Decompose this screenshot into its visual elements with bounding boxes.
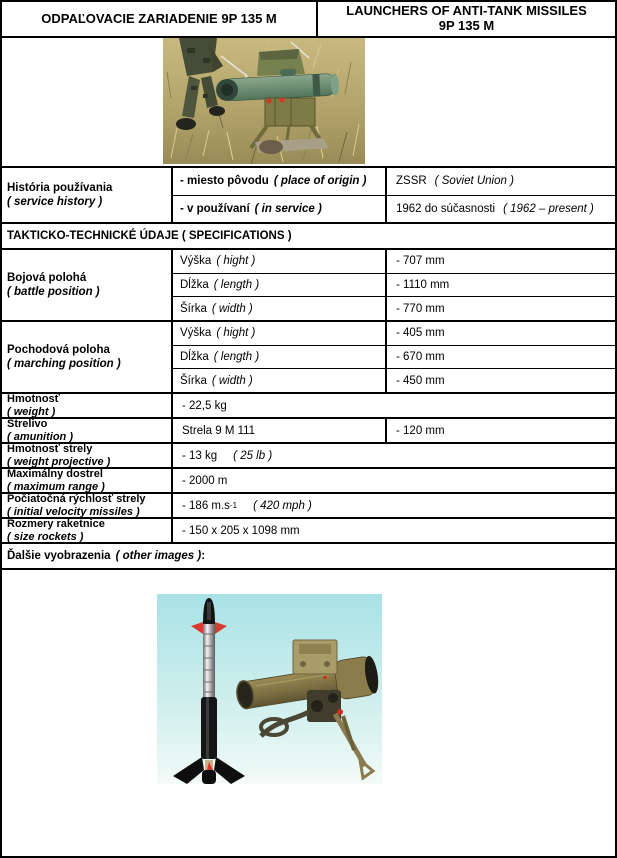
weight-row — [2, 394, 615, 419]
battle-height-row: Výška ( hight ) - 707 mm — [173, 250, 615, 274]
marching-label: Pochodová poloha ( marching position ) — [2, 322, 173, 392]
history-label — [2, 168, 173, 222]
battle-label: Bojová polohá ( battle position ) — [2, 250, 173, 320]
max-range-value: - 2000 m — [182, 474, 228, 487]
marching-length-row: Dĺžka ( length ) - 670 mm — [173, 346, 615, 370]
history-label-en: ( service history ) — [7, 196, 103, 208]
history-label-sk: História používania — [7, 181, 113, 194]
projectile-weight-value: - 13 kg ( 25 lb ) — [182, 449, 273, 462]
battle-width-row: Šírka ( width ) - 770 mm — [173, 297, 615, 320]
battle-position-section — [2, 250, 615, 322]
ammo-row — [2, 419, 615, 444]
other-images-header: Ďalšie vyobrazenia ( other images ) : — [2, 544, 615, 570]
initial-velocity-label: Počiatočná rýchlosť strely ( initial velocity missiles ) — [2, 494, 173, 517]
ammo-name: Strela 9 M 111 — [173, 419, 387, 442]
battle-length-row: Dĺžka ( length ) - 1110 mm — [173, 274, 615, 298]
rocket-size-value: - 150 x 205 x 1098 mm — [182, 524, 300, 537]
weight-label: Hmotnosť ( weight ) — [2, 394, 173, 417]
missile-and-tripod-launcher-photo — [157, 594, 382, 784]
weight-value: - 22,5 kg — [182, 399, 227, 412]
rocket-size-row — [2, 519, 615, 544]
top-photo-row — [2, 38, 615, 168]
projectile-weight-label: Hmotnosť strely ( weight projective ) — [2, 444, 173, 467]
max-range-label: Maximálny dostrel ( maximum range ) — [2, 469, 173, 492]
launcher-field-photo — [163, 38, 365, 164]
projectile-weight-row — [2, 444, 615, 469]
in-service-value: 1962 do súčasnosti ( 1962 – present ) — [396, 202, 594, 215]
history-rows — [173, 168, 615, 222]
max-range-row — [2, 469, 615, 494]
marching-width-row: Šírka ( width ) - 450 mm — [173, 369, 615, 392]
initial-velocity-value: - 186 m.s -1 ( 420 mph ) — [182, 499, 312, 512]
specifications-header: TAKTICKO-TECHNICKÉ ÚDAJE ( SPECIFICATIONS ) — [2, 224, 615, 250]
bottom-images-area — [2, 570, 615, 856]
in-service-key: - v používaní ( in service ) — [173, 196, 387, 223]
origin-key: - miesto pôvodu ( place of origin ) — [173, 168, 387, 195]
rocket-size-label: Rozmery raketnice ( size rockets ) — [2, 519, 173, 542]
title-slovak: ODPAĽOVACIE ZARIADENIE 9P 135 M — [2, 2, 318, 36]
origin-value: ZSSR ( Soviet Union ) — [396, 175, 514, 188]
initial-velocity-row — [2, 494, 615, 519]
marching-height-row: Výška ( hight ) - 405 mm — [173, 322, 615, 346]
title-row — [2, 2, 615, 38]
origin-row — [173, 168, 615, 196]
history-section — [2, 168, 615, 224]
marching-position-section — [2, 322, 615, 394]
ammo-caliber: - 120 mm — [396, 424, 445, 437]
ammo-label: Strelivo ( amunition ) — [2, 419, 173, 442]
in-service-row — [173, 196, 615, 223]
title-english: LAUNCHERS OF ANTI-TANK MISSILES 9P 135 M — [346, 3, 587, 33]
